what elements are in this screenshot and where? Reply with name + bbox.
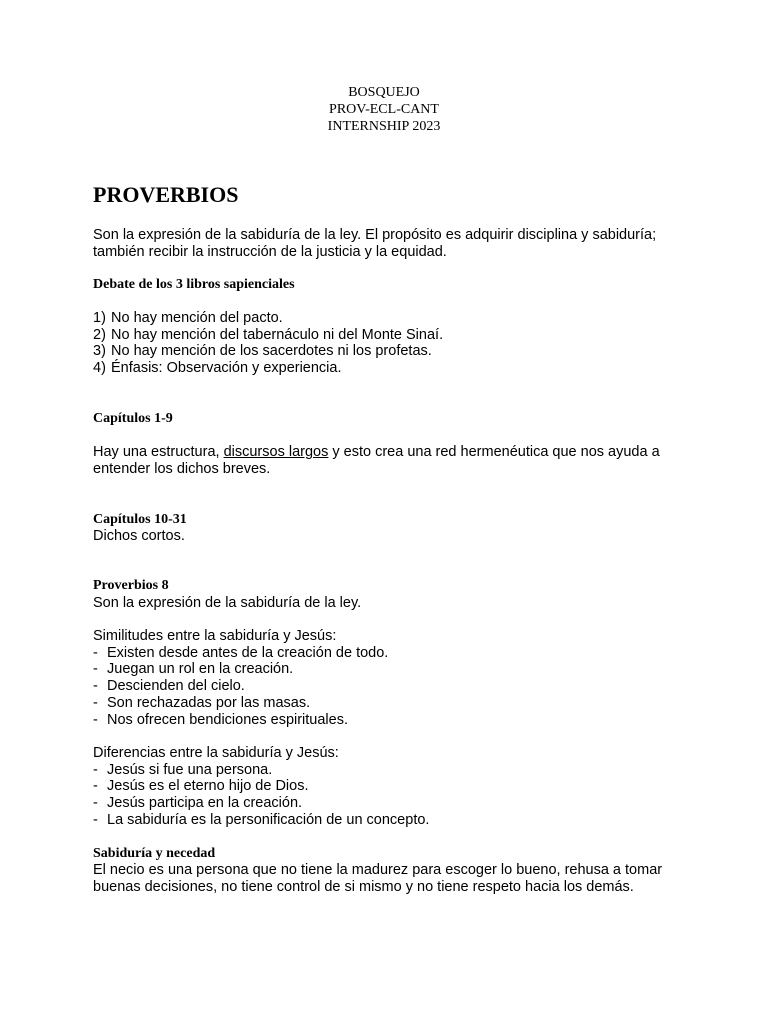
list-item: - Descienden del cielo. <box>93 678 245 695</box>
similitudes-label: Similitudes entre la sabiduría y Jesús: <box>93 628 337 644</box>
header-line-1: BOSQUEJO <box>348 85 420 100</box>
prov8-text: Son la expresión de la sabiduría de la ley. <box>93 595 362 611</box>
list-item: - La sabiduría es la personificación de un concepto. <box>93 811 430 828</box>
list-item: 1) No hay mención del pacto. <box>93 310 283 326</box>
cap1-9-heading: Capítulos 1-9 <box>93 411 173 426</box>
list-item: - Juegan un rol en la creación. <box>93 661 294 678</box>
cap1-9-paragraph: Hay una estructura, discursos largos y esto crea una red hermenéutica que nos ayuda a entender los dichos breves. <box>93 444 660 477</box>
debate-list <box>93 310 683 377</box>
intro-paragraph: Son la expresión de la sabiduría de la ley. El propósito es adquirir disciplina y sabiduría; también recibir la instrucción de la justicia y la equidad. <box>93 227 657 260</box>
page-title: PROVERBIOS <box>93 182 239 207</box>
cap10-31-heading: Capítulos 10-31 <box>93 512 187 527</box>
similitudes-section <box>93 628 683 728</box>
list-item: - Jesús es el eterno hijo de Dios. <box>93 778 309 795</box>
list-item: - Nos ofrecen bendiciones espirituales. <box>93 711 348 728</box>
list-item: - Jesús si fue una persona. <box>93 761 273 778</box>
list-item: 2) No hay mención del tabernáculo ni del Monte Sinaí. <box>93 326 444 343</box>
header-line-3: INTERNSHIP 2023 <box>327 119 441 134</box>
diferencias-section <box>93 745 683 829</box>
underlined-phrase: discursos largos <box>223 444 329 460</box>
list-item: - Son rechazadas por las masas. <box>93 694 311 711</box>
diferencias-label: Diferencias entre la sabiduría y Jesús: <box>93 745 339 761</box>
header-line-2: PROV-ECL-CANT <box>329 102 439 117</box>
debate-heading: Debate de los 3 libros sapienciales <box>93 277 295 292</box>
document-header <box>0 84 768 135</box>
prov8-heading: Proverbios 8 <box>93 578 169 593</box>
cap10-31-text: Dichos cortos. <box>93 528 185 544</box>
sabiduria-paragraph: El necio es una persona que no tiene la madurez para escoger lo bueno, rehusa a tomar buenas decisiones, no tiene control de si mismo y no tiene respeto hacia los demás. <box>93 862 663 895</box>
list-item: - Jesús participa en la creación. <box>93 795 303 812</box>
list-item: 3) No hay mención de los sacerdotes ni los profetas. <box>93 343 432 360</box>
list-item: - Existen desde antes de la creación de todo. <box>93 644 389 661</box>
sabiduria-heading: Sabiduría y necedad <box>93 846 216 861</box>
list-item: 4) Énfasis: Observación y experiencia. <box>93 360 342 377</box>
